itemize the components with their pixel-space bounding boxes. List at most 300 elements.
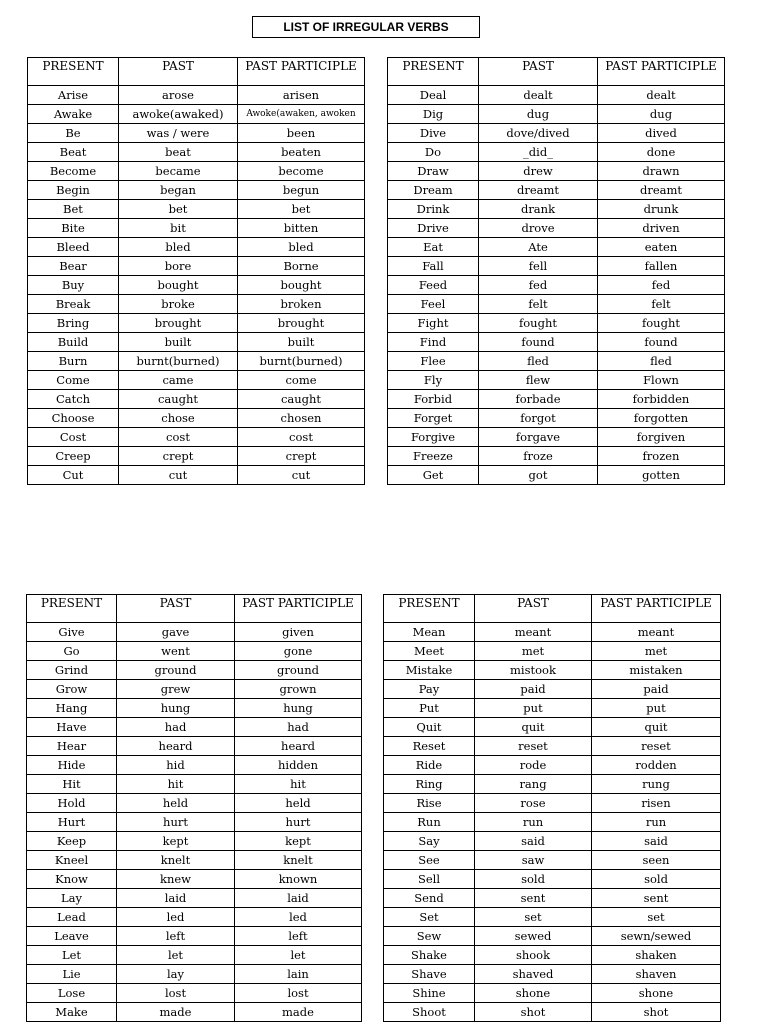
past-cell: reset bbox=[475, 737, 592, 756]
past-participle-cell: forgiven bbox=[598, 428, 725, 447]
past-participle-cell: Awoke(awaken, awoken bbox=[238, 105, 365, 124]
table-row bbox=[27, 661, 362, 680]
table-row bbox=[28, 162, 365, 181]
past-participle-cell: bled bbox=[238, 238, 365, 257]
past-cell: drove bbox=[479, 219, 598, 238]
past-participle-cell: bitten bbox=[238, 219, 365, 238]
present-cell: Buy bbox=[28, 276, 119, 295]
past-cell: awoke(awaked) bbox=[119, 105, 238, 124]
present-cell: Sell bbox=[384, 870, 475, 889]
present-cell: Creep bbox=[28, 447, 119, 466]
present-cell: Break bbox=[28, 295, 119, 314]
present-cell: Sew bbox=[384, 927, 475, 946]
past-cell: held bbox=[117, 794, 235, 813]
table-row bbox=[384, 623, 721, 642]
past-participle-cell: beaten bbox=[238, 143, 365, 162]
present-cell: Catch bbox=[28, 390, 119, 409]
past-cell: went bbox=[117, 642, 235, 661]
present-cell: Leave bbox=[27, 927, 117, 946]
past-cell: drank bbox=[479, 200, 598, 219]
past-participle-cell: frozen bbox=[598, 447, 725, 466]
table-row bbox=[28, 333, 365, 352]
present-cell: Go bbox=[27, 642, 117, 661]
present-cell: Let bbox=[27, 946, 117, 965]
past-participle-cell: cost bbox=[238, 428, 365, 447]
table-row bbox=[28, 371, 365, 390]
past-cell: gave bbox=[117, 623, 235, 642]
past-participle-cell: drunk bbox=[598, 200, 725, 219]
present-cell: Cut bbox=[28, 466, 119, 485]
present-cell: Shave bbox=[384, 965, 475, 984]
table-row bbox=[27, 680, 362, 699]
past-cell: run bbox=[475, 813, 592, 832]
table-row bbox=[28, 314, 365, 333]
past-cell: broke bbox=[119, 295, 238, 314]
past-cell: hit bbox=[117, 775, 235, 794]
past-cell: grew bbox=[117, 680, 235, 699]
past-participle-cell: grown bbox=[235, 680, 362, 699]
table-row bbox=[384, 699, 721, 718]
past-participle-cell: driven bbox=[598, 219, 725, 238]
past-cell: heard bbox=[117, 737, 235, 756]
past-cell: flew bbox=[479, 371, 598, 390]
past-cell: began bbox=[119, 181, 238, 200]
present-cell: Lead bbox=[27, 908, 117, 927]
present-cell: Eat bbox=[388, 238, 479, 257]
present-cell: Lay bbox=[27, 889, 117, 908]
past-cell: kept bbox=[117, 832, 235, 851]
present-cell: Get bbox=[388, 466, 479, 485]
past-cell: fell bbox=[479, 257, 598, 276]
present-cell: Make bbox=[27, 1003, 117, 1022]
past-cell: set bbox=[475, 908, 592, 927]
present-cell: Have bbox=[27, 718, 117, 737]
past-cell: rang bbox=[475, 775, 592, 794]
past-cell: felt bbox=[479, 295, 598, 314]
past-cell: dealt bbox=[479, 86, 598, 105]
past-cell: rose bbox=[475, 794, 592, 813]
present-cell: Run bbox=[384, 813, 475, 832]
present-cell: Grind bbox=[27, 661, 117, 680]
past-cell: paid bbox=[475, 680, 592, 699]
past-cell: brought bbox=[119, 314, 238, 333]
table-row bbox=[27, 984, 362, 1003]
past-participle-cell: cut bbox=[238, 466, 365, 485]
present-cell: Beat bbox=[28, 143, 119, 162]
table-row bbox=[28, 200, 365, 219]
table-row bbox=[28, 181, 365, 200]
past-cell: dove/dived bbox=[479, 124, 598, 143]
present-cell: Send bbox=[384, 889, 475, 908]
past-participle-cell: kept bbox=[235, 832, 362, 851]
past-cell: burnt(burned) bbox=[119, 352, 238, 371]
table-row bbox=[28, 409, 365, 428]
table-row bbox=[384, 737, 721, 756]
table-row bbox=[27, 908, 362, 927]
past-participle-cell: shone bbox=[592, 984, 721, 1003]
past-cell: put bbox=[475, 699, 592, 718]
table-row bbox=[384, 813, 721, 832]
past-cell: Ate bbox=[479, 238, 598, 257]
table-row bbox=[388, 428, 725, 447]
past-participle-cell: found bbox=[598, 333, 725, 352]
present-cell: Become bbox=[28, 162, 119, 181]
table-row bbox=[27, 756, 362, 775]
past-participle-cell: gone bbox=[235, 642, 362, 661]
past-cell: cost bbox=[119, 428, 238, 447]
present-cell: Hold bbox=[27, 794, 117, 813]
past-cell: meant bbox=[475, 623, 592, 642]
table-row bbox=[28, 86, 365, 105]
present-cell: Hit bbox=[27, 775, 117, 794]
table-row bbox=[384, 661, 721, 680]
present-cell: Ring bbox=[384, 775, 475, 794]
past-cell: fought bbox=[479, 314, 598, 333]
past-participle-cell: mistaken bbox=[592, 661, 721, 680]
present-cell: Hang bbox=[27, 699, 117, 718]
past-participle-cell: forbidden bbox=[598, 390, 725, 409]
past-participle-cell: dealt bbox=[598, 86, 725, 105]
present-cell: Forget bbox=[388, 409, 479, 428]
table-row bbox=[384, 870, 721, 889]
present-cell: Cost bbox=[28, 428, 119, 447]
past-participle-cell: fled bbox=[598, 352, 725, 371]
past-participle-cell: arisen bbox=[238, 86, 365, 105]
past-participle-cell: become bbox=[238, 162, 365, 181]
past-participle-cell: broken bbox=[238, 295, 365, 314]
header-past-participle: PAST PARTICIPLE bbox=[235, 595, 362, 623]
header-present: PRESENT bbox=[28, 58, 119, 86]
present-cell: Fall bbox=[388, 257, 479, 276]
past-cell: got bbox=[479, 466, 598, 485]
table-row bbox=[388, 143, 725, 162]
present-cell: Set bbox=[384, 908, 475, 927]
table-row bbox=[388, 181, 725, 200]
past-participle-cell: had bbox=[235, 718, 362, 737]
present-cell: Burn bbox=[28, 352, 119, 371]
past-participle-cell: Borne bbox=[238, 257, 365, 276]
past-cell: forgave bbox=[479, 428, 598, 447]
table-row bbox=[384, 851, 721, 870]
past-cell: knew bbox=[117, 870, 235, 889]
table-row bbox=[388, 409, 725, 428]
past-participle-cell: heard bbox=[235, 737, 362, 756]
past-participle-cell: laid bbox=[235, 889, 362, 908]
table-row bbox=[27, 775, 362, 794]
past-participle-cell: dug bbox=[598, 105, 725, 124]
table-row bbox=[388, 162, 725, 181]
past-cell: bore bbox=[119, 257, 238, 276]
present-cell: Dream bbox=[388, 181, 479, 200]
table-row bbox=[27, 870, 362, 889]
past-participle-cell: crept bbox=[238, 447, 365, 466]
table-row bbox=[388, 295, 725, 314]
table-row bbox=[28, 143, 365, 162]
past-participle-cell: lain bbox=[235, 965, 362, 984]
past-participle-cell: bought bbox=[238, 276, 365, 295]
page-title: LIST OF IRREGULAR VERBS bbox=[252, 16, 480, 38]
table-row bbox=[388, 390, 725, 409]
table-row bbox=[27, 794, 362, 813]
present-cell: Know bbox=[27, 870, 117, 889]
present-cell: Say bbox=[384, 832, 475, 851]
present-cell: Fly bbox=[388, 371, 479, 390]
present-cell: Begin bbox=[28, 181, 119, 200]
table-row bbox=[28, 124, 365, 143]
past-participle-cell: given bbox=[235, 623, 362, 642]
past-cell: built bbox=[119, 333, 238, 352]
table-row bbox=[28, 390, 365, 409]
past-participle-cell: ground bbox=[235, 661, 362, 680]
present-cell: Shine bbox=[384, 984, 475, 1003]
past-cell: forbade bbox=[479, 390, 598, 409]
past-participle-cell: hung bbox=[235, 699, 362, 718]
past-cell: quit bbox=[475, 718, 592, 737]
verb-table-4 bbox=[383, 594, 721, 1022]
table-row bbox=[384, 984, 721, 1003]
table-row bbox=[27, 946, 362, 965]
present-cell: Feel bbox=[388, 295, 479, 314]
present-cell: Draw bbox=[388, 162, 479, 181]
past-cell: laid bbox=[117, 889, 235, 908]
header-past: PAST bbox=[475, 595, 592, 623]
past-cell: froze bbox=[479, 447, 598, 466]
past-participle-cell: sent bbox=[592, 889, 721, 908]
past-participle-cell: drawn bbox=[598, 162, 725, 181]
header-past-participle: PAST PARTICIPLE bbox=[598, 58, 725, 86]
present-cell: Do bbox=[388, 143, 479, 162]
present-cell: Reset bbox=[384, 737, 475, 756]
present-cell: Bite bbox=[28, 219, 119, 238]
past-participle-cell: fallen bbox=[598, 257, 725, 276]
table-row bbox=[28, 352, 365, 371]
past-participle-cell: knelt bbox=[235, 851, 362, 870]
header-past: PAST bbox=[479, 58, 598, 86]
present-cell: Grow bbox=[27, 680, 117, 699]
table-row bbox=[388, 352, 725, 371]
past-cell: lost bbox=[117, 984, 235, 1003]
past-participle-cell: burnt(burned) bbox=[238, 352, 365, 371]
past-participle-cell: Flown bbox=[598, 371, 725, 390]
present-cell: Drive bbox=[388, 219, 479, 238]
past-cell: lay bbox=[117, 965, 235, 984]
past-participle-cell: hidden bbox=[235, 756, 362, 775]
past-participle-cell: run bbox=[592, 813, 721, 832]
past-participle-cell: built bbox=[238, 333, 365, 352]
past-cell: hid bbox=[117, 756, 235, 775]
present-cell: Put bbox=[384, 699, 475, 718]
past-participle-cell: paid bbox=[592, 680, 721, 699]
present-cell: Shake bbox=[384, 946, 475, 965]
table-row bbox=[388, 371, 725, 390]
past-cell: let bbox=[117, 946, 235, 965]
present-cell: Keep bbox=[27, 832, 117, 851]
table-row bbox=[27, 965, 362, 984]
past-cell: dug bbox=[479, 105, 598, 124]
past-participle-cell: fought bbox=[598, 314, 725, 333]
past-cell: shot bbox=[475, 1003, 592, 1022]
past-cell: bled bbox=[119, 238, 238, 257]
table-row bbox=[27, 699, 362, 718]
present-cell: Deal bbox=[388, 86, 479, 105]
present-cell: Forbid bbox=[388, 390, 479, 409]
present-cell: Choose bbox=[28, 409, 119, 428]
table-row bbox=[384, 775, 721, 794]
past-participle-cell: caught bbox=[238, 390, 365, 409]
past-participle-cell: let bbox=[235, 946, 362, 965]
past-participle-cell: eaten bbox=[598, 238, 725, 257]
past-cell: said bbox=[475, 832, 592, 851]
present-cell: Lie bbox=[27, 965, 117, 984]
present-cell: Awake bbox=[28, 105, 119, 124]
present-cell: Bring bbox=[28, 314, 119, 333]
past-cell: had bbox=[117, 718, 235, 737]
table-row bbox=[28, 428, 365, 447]
present-cell: Hide bbox=[27, 756, 117, 775]
past-participle-cell: shaken bbox=[592, 946, 721, 965]
past-cell: sewed bbox=[475, 927, 592, 946]
past-participle-cell: forgotten bbox=[598, 409, 725, 428]
present-cell: Lose bbox=[27, 984, 117, 1003]
past-cell: arose bbox=[119, 86, 238, 105]
past-participle-cell: hurt bbox=[235, 813, 362, 832]
past-cell: left bbox=[117, 927, 235, 946]
past-cell: mistook bbox=[475, 661, 592, 680]
table-row bbox=[27, 642, 362, 661]
table-row bbox=[388, 447, 725, 466]
table-row bbox=[27, 889, 362, 908]
past-cell: sold bbox=[475, 870, 592, 889]
past-participle-cell: chosen bbox=[238, 409, 365, 428]
table-row bbox=[388, 257, 725, 276]
present-cell: Drink bbox=[388, 200, 479, 219]
past-participle-cell: hit bbox=[235, 775, 362, 794]
past-participle-cell: begun bbox=[238, 181, 365, 200]
table-row bbox=[384, 965, 721, 984]
present-cell: See bbox=[384, 851, 475, 870]
past-participle-cell: met bbox=[592, 642, 721, 661]
table-row bbox=[27, 813, 362, 832]
past-cell: drew bbox=[479, 162, 598, 181]
past-participle-cell: felt bbox=[598, 295, 725, 314]
past-participle-cell: left bbox=[235, 927, 362, 946]
past-participle-cell: led bbox=[235, 908, 362, 927]
past-cell: became bbox=[119, 162, 238, 181]
table-row bbox=[384, 642, 721, 661]
past-cell: cut bbox=[119, 466, 238, 485]
past-cell: came bbox=[119, 371, 238, 390]
past-cell: rode bbox=[475, 756, 592, 775]
past-cell: hurt bbox=[117, 813, 235, 832]
present-cell: Fight bbox=[388, 314, 479, 333]
past-participle-cell: brought bbox=[238, 314, 365, 333]
table-row bbox=[388, 333, 725, 352]
table-row bbox=[28, 466, 365, 485]
past-cell: made bbox=[117, 1003, 235, 1022]
present-cell: Flee bbox=[388, 352, 479, 371]
table-row bbox=[388, 124, 725, 143]
past-participle-cell: bet bbox=[238, 200, 365, 219]
table-row bbox=[384, 794, 721, 813]
present-cell: Find bbox=[388, 333, 479, 352]
past-participle-cell: lost bbox=[235, 984, 362, 1003]
header-past: PAST bbox=[119, 58, 238, 86]
table-row bbox=[384, 1003, 721, 1022]
present-cell: Bleed bbox=[28, 238, 119, 257]
table-row bbox=[28, 295, 365, 314]
past-cell: ground bbox=[117, 661, 235, 680]
table-row bbox=[27, 1003, 362, 1022]
table-row bbox=[384, 680, 721, 699]
table-row bbox=[384, 832, 721, 851]
past-cell: bit bbox=[119, 219, 238, 238]
table-row bbox=[28, 105, 365, 124]
present-cell: Pay bbox=[384, 680, 475, 699]
past-participle-cell: shot bbox=[592, 1003, 721, 1022]
present-cell: Meet bbox=[384, 642, 475, 661]
past-participle-cell: sold bbox=[592, 870, 721, 889]
past-cell: shaved bbox=[475, 965, 592, 984]
past-cell: bet bbox=[119, 200, 238, 219]
verb-table-1 bbox=[27, 57, 365, 485]
past-cell: crept bbox=[119, 447, 238, 466]
present-cell: Be bbox=[28, 124, 119, 143]
past-cell: saw bbox=[475, 851, 592, 870]
past-cell: hung bbox=[117, 699, 235, 718]
header-past-participle: PAST PARTICIPLE bbox=[592, 595, 721, 623]
past-cell: fed bbox=[479, 276, 598, 295]
present-cell: Bear bbox=[28, 257, 119, 276]
table-row bbox=[388, 200, 725, 219]
present-cell: Freeze bbox=[388, 447, 479, 466]
past-cell: knelt bbox=[117, 851, 235, 870]
past-cell: shone bbox=[475, 984, 592, 1003]
past-cell: led bbox=[117, 908, 235, 927]
table-row bbox=[28, 447, 365, 466]
table-row bbox=[388, 466, 725, 485]
past-participle-cell: shaven bbox=[592, 965, 721, 984]
header-present: PRESENT bbox=[388, 58, 479, 86]
past-cell: forgot bbox=[479, 409, 598, 428]
past-cell: found bbox=[479, 333, 598, 352]
table-row bbox=[388, 238, 725, 257]
table-row bbox=[384, 756, 721, 775]
past-cell: dreamt bbox=[479, 181, 598, 200]
past-cell: sent bbox=[475, 889, 592, 908]
past-participle-cell: meant bbox=[592, 623, 721, 642]
present-cell: Rise bbox=[384, 794, 475, 813]
past-participle-cell: gotten bbox=[598, 466, 725, 485]
past-participle-cell: made bbox=[235, 1003, 362, 1022]
table-row bbox=[27, 737, 362, 756]
table-row bbox=[388, 276, 725, 295]
present-cell: Give bbox=[27, 623, 117, 642]
present-cell: Hurt bbox=[27, 813, 117, 832]
table-row bbox=[28, 257, 365, 276]
table-row bbox=[388, 219, 725, 238]
present-cell: Hear bbox=[27, 737, 117, 756]
table-row bbox=[28, 238, 365, 257]
present-cell: Dive bbox=[388, 124, 479, 143]
table-row bbox=[388, 105, 725, 124]
past-participle-cell: said bbox=[592, 832, 721, 851]
present-cell: Come bbox=[28, 371, 119, 390]
verb-table-3 bbox=[26, 594, 362, 1022]
header-present: PRESENT bbox=[27, 595, 117, 623]
table-row bbox=[384, 946, 721, 965]
table-row bbox=[27, 832, 362, 851]
past-participle-cell: dreamt bbox=[598, 181, 725, 200]
